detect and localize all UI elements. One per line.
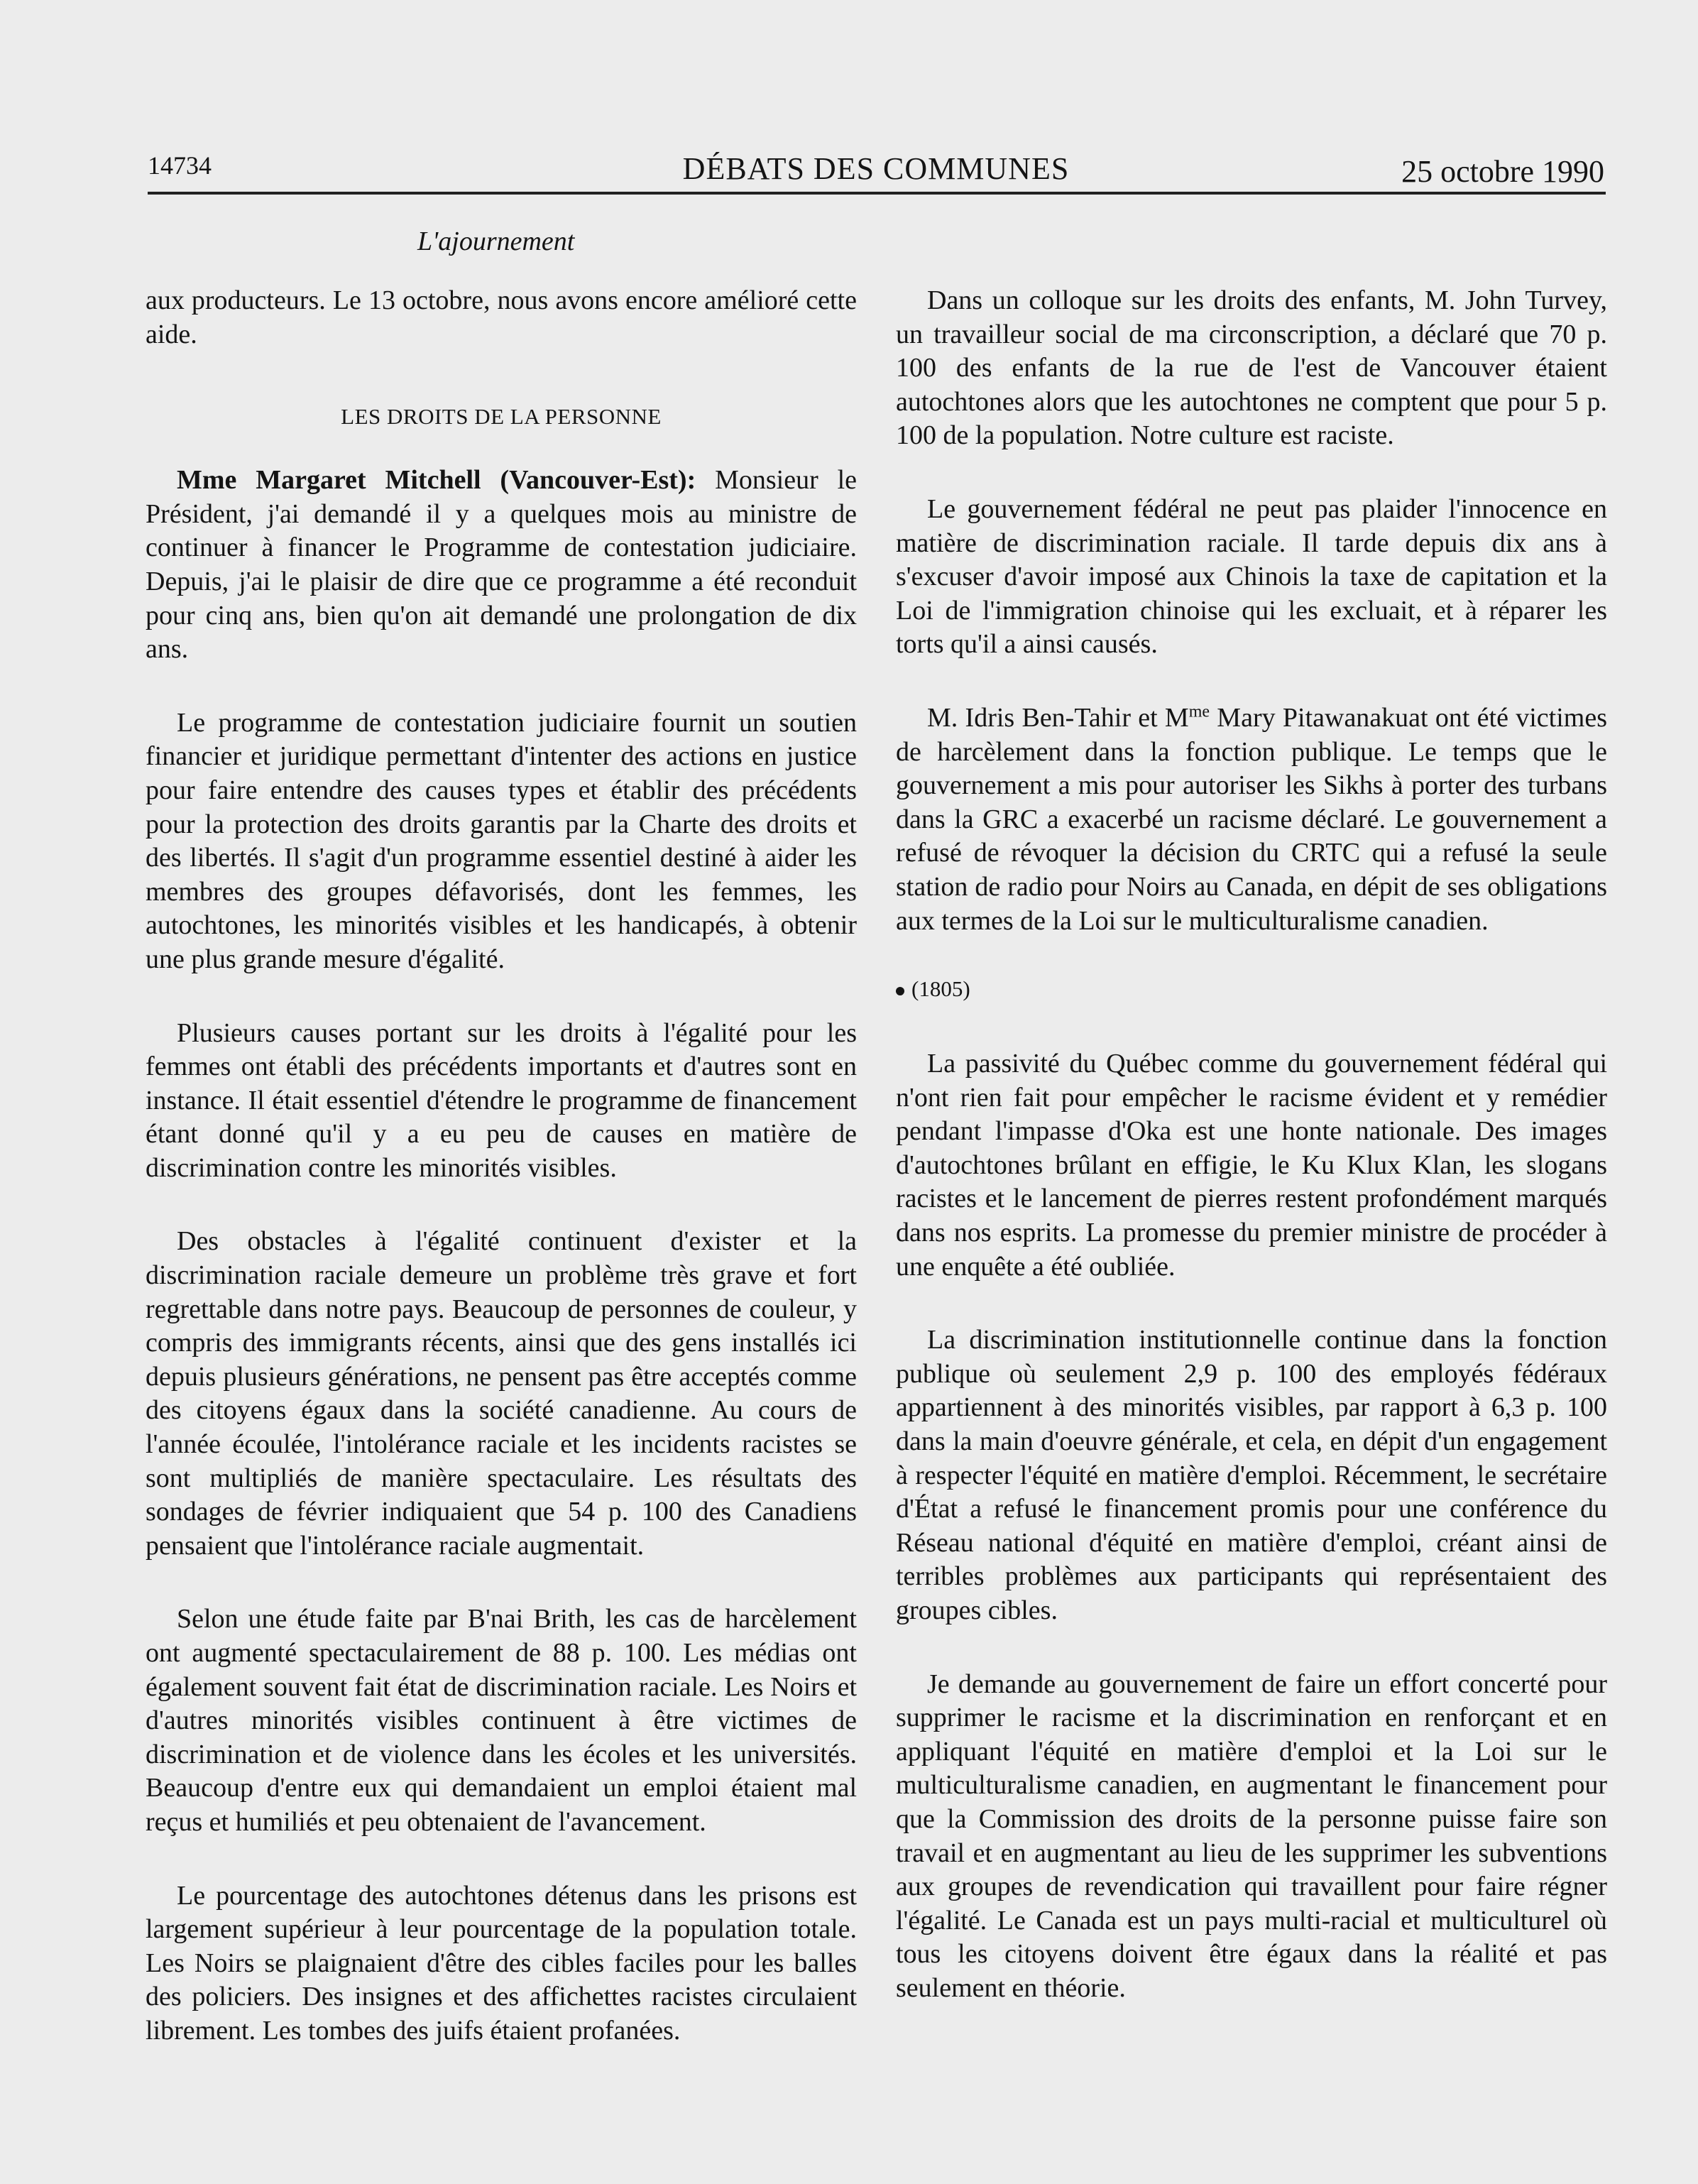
paragraph: Le gouvernement fédéral ne peut pas plaider l'innocence en matière de discrimination raciale. Il tarde depuis dix ans à s'excuser d'avoir imposé aux Chinois la taxe de capitation et la Loi de l'immigration chinoise qui les excluait, et à réparer les torts qu'il a ainsi causés. [896, 493, 1607, 660]
publication-date: 25 octobre 1990 [1401, 154, 1604, 189]
speaker-name: Mme Margaret Mitchell (Vancouver-Est): [177, 465, 696, 496]
paragraph: La discrimination institutionnelle continue dans la fonction publique où seulement 2,9 p. 100 des employés fédéraux appartiennent à des minorités visibles, par rapport à 6,3 p. 100 dans la main d'oeuvre générale, et cela, en dépit d'un engagement à respecter l'équité en matière d'emploi. Récemment, le secrétaire d'État a refusé le financement promis pour une conférence du Réseau national d'équité en matière d'emploi, créant ainsi de terribles problèmes aux participants qui représentaient des groupes cibles. [896, 1325, 1607, 1625]
left-column [146, 284, 857, 2048]
paragraph: Dans un colloque sur les droits des enfants, M. John Turvey, un travailleur social de ma circonscription, a déclaré que 70 p. 100 des enfants de la rue de l'est de Vancouver étaient autochtones alors que les autochtones ne comptent que pour 5 p. 100 de la population. Notre culture est raciste. [896, 285, 1607, 451]
header-rule [148, 192, 1606, 195]
time-marker [896, 975, 1607, 1003]
paragraph-text: Mary Pitawanakuat ont été victimes de harcèlement dans la fonction publique. Le temps que le gouvernement a mis pour autoriser les Sikhs à porter des turbans dans la GRC a exacerbé un racisme déclaré. Le gouvernement a refusé de révoquer la décision du CRTC qui a refusé la seule station de radio pour Noirs au Canada, en dépit de ses obligations aux termes de la Loi sur le multiculturalisme canadien. [896, 702, 1607, 936]
bullet-icon [896, 987, 904, 995]
paragraph-text: Monsieur le Président, j'ai demandé il y a quelques mois au ministre de continuer à financer le Programme de contestation judiciaire. Depuis, j'ai le plaisir de dire que ce programme a été reconduit pour cinq ans, bien qu'on ait demandé une prolongation de dix ans. [146, 465, 857, 665]
superscript: me [1188, 702, 1210, 721]
paragraph: Le programme de contestation judiciaire fournit un soutien financier et juridique permettant d'intenter des actions en justice pour faire entendre des causes types et établir des précédents pour la protection des droits garantis par la Charte des droits et des libertés. Il s'agit d'un programme essentiel destiné à aider les membres des groupes défavorisés, dont les femmes, les autochtones, les minorités visibles et les handicapés, à obtenir une plus grande mesure d'égalité. [146, 707, 857, 974]
page-number: 14734 [148, 151, 212, 180]
paragraph [146, 464, 857, 667]
paragraph: Je demande au gouvernement de faire un effort concerté pour supprimer le racisme et la discrimination en renforçant et en appliquant l'équité en matière d'emploi et la Loi sur le multiculturalisme canadien, en augmentant le financement pour que la Commission des droits de la personne puisse faire son travail et en augmentant au lieu de les supprimer les subventions aux groupes de revendication qui travaillent pour faire régner l'égalité. Le Canada est un pays multi-racial et multiculturel où tous les citoyens doivent être égaux dans la réalité et pas seulement en théorie. [896, 1669, 1607, 2003]
section-title: L'ajournement [417, 226, 575, 256]
paragraph-continued: aux producteurs. Le 13 octobre, nous avons encore amélioré cette aide. [146, 285, 857, 349]
paragraph: Des obstacles à l'égalité continuent d'exister et la discrimination raciale demeure un problème très grave et fort regrettable dans notre pays. Beaucoup de personnes de couleur, y compris des immigrants récents, ainsi que des gens installés ici depuis plusieurs générations, ne pensent pas être acceptés comme des citoyens égaux dans la société canadienne. Au cours de l'année écoulée, l'intolérance raciale et les incidents racistes se sont multipliés de manière spectaculaire. Les résultats des sondages de février indiquaient que 54 p. 100 des Canadiens pensaient que l'intolérance raciale augmentait. [146, 1226, 857, 1561]
subheading: LES DROITS DE LA PERSONNE [341, 404, 662, 430]
publication-title: DÉBATS DES COMMUNES [682, 151, 1070, 186]
paragraph: La passivité du Québec comme du gouvernement fédéral qui n'ont rien fait pour empêcher le racisme évident et y remédier pendant l'impasse d'Oka est une honte nationale. Des images d'autochtones brûlant en effigie, le Ku Klux Klan, les slogans racistes et le lancement de pierres restent profondément marqués dans nos esprits. La promesse du premier ministre de procéder à une enquête a été oubliée. [896, 1049, 1607, 1282]
paragraph [896, 701, 1607, 938]
time-marker-text: (1805) [911, 976, 970, 1002]
page-header [148, 151, 1604, 193]
paragraph: Le pourcentage des autochtones détenus dans les prisons est largement supérieur à leur pourcentage de la population totale. Les Noirs se plaignaient d'être des cibles faciles pour les balles des policiers. Des insignes et des affichettes racistes circulaient librement. Les tombes des juifs étaient profanées. [146, 1880, 857, 2046]
paragraph-text: M. Idris Ben-Tahir et M [927, 702, 1189, 733]
paragraph: Selon une étude faite par B'nai Brith, les cas de harcèlement ont augmenté spectaculairement de 88 p. 100. Les médias ont également souvent fait état de discrimination raciale. Les Noirs et d'autres minorités visibles continuent à être victimes de discrimination et de violence dans les écoles et les universités. Beaucoup d'entre eux qui demandaient un emploi étaient mal reçus et humiliés et peu obtenaient de l'avancement. [146, 1604, 857, 1837]
right-column [896, 284, 1607, 2006]
paragraph: Plusieurs causes portant sur les droits à l'égalité pour les femmes ont établi des précédents importants et d'autres sont en instance. Il était essentiel d'étendre le programme de financement étant donné qu'il y a eu peu de causes en matière de discrimination contre les minorités visibles. [146, 1017, 857, 1183]
